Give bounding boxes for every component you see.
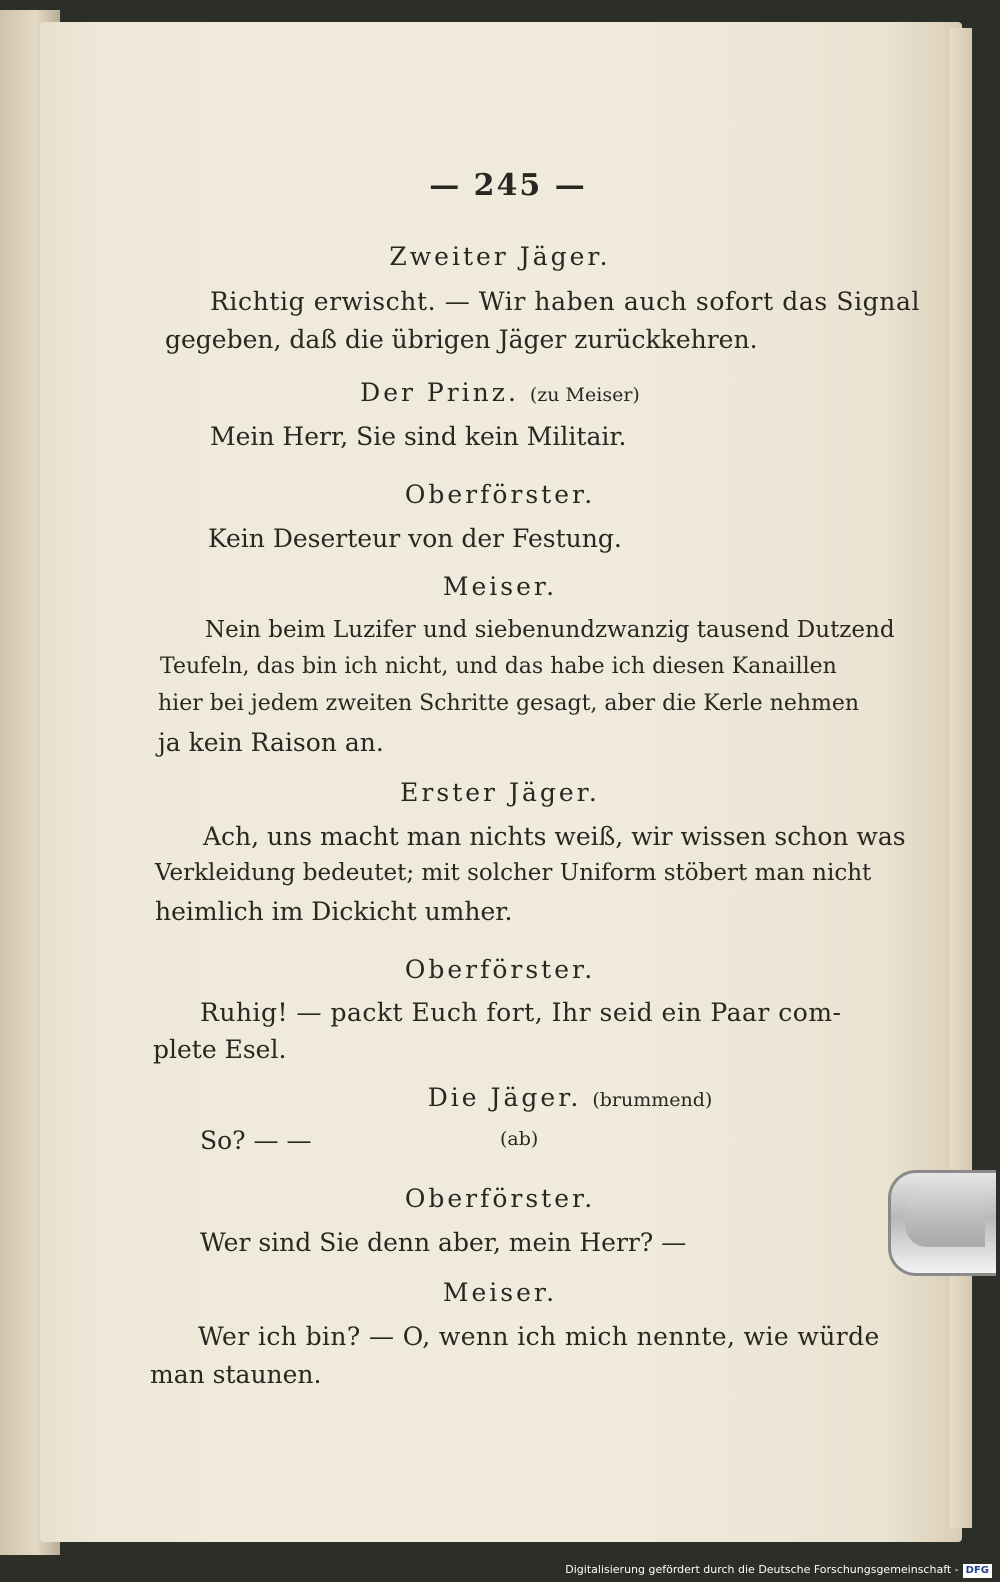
text-line: Verkleidung bedeutet; mit solcher Uniform stöbert man nicht [155,860,872,886]
stage-direction: (brummend) [592,1089,713,1111]
text-line: Ruhig! — packt Euch fort, Ihr seid ein Paar com- [200,998,842,1027]
speaker-name: Oberförster. [404,955,596,984]
speaker-name: Meiser. [442,572,558,601]
text-line: hier bei jedem zweiten Schritte gesagt, aber die Kerle nehmen [158,691,860,716]
credit-text: Digitalisierung gefördert durch die Deutsche Forschungsgemeinschaft - [565,1563,959,1576]
text-line: Wer ich bin? — O, wenn ich mich nennte, wie würde [198,1322,880,1351]
speaker-name: Der Prinz. (zu Meiser) [360,378,640,407]
text-line: Ach, uns macht man nichts weiß, wir wissen schon was [203,822,906,851]
text-line: gegeben, daß die übrigen Jäger zurückkehren. [165,325,758,354]
text-line: So? — — [200,1126,312,1155]
speaker-name: Oberförster. [404,480,596,509]
text-line: heimlich im Dickicht umher. [155,897,513,926]
speaker-name: Oberförster. [404,1184,596,1213]
text-line: Teufeln, das bin ich nicht, und das habe ich diesen Kanaillen [160,654,837,679]
text-line: man staunen. [150,1360,322,1389]
speaker-name: Meiser. [442,1278,558,1307]
text-line: Richtig erwischt. — Wir haben auch sofort das Signal [210,287,921,316]
text-line: Mein Herr, Sie sind kein Militair. [210,422,627,451]
page-clip [888,1170,996,1276]
stage-direction: (zu Meiser) [529,384,640,406]
digitization-credit [565,1560,992,1580]
dfg-logo: DFG [963,1564,992,1578]
text-line: Kein Deserteur von der Festung. [208,524,622,553]
text-line: plete Esel. [153,1035,287,1064]
text-line: Wer sind Sie denn aber, mein Herr? — [200,1228,687,1257]
speaker-name: Erster Jäger. [400,778,600,807]
text-line: Nein beim Luzifer und siebenundzwanzig tausend Dutzend [205,617,895,643]
text-line: ja kein Raison an. [158,728,384,757]
stage-direction: (ab) [500,1128,539,1150]
speaker-name: Zweiter Jäger. [389,242,611,271]
page-number: — 245 — [429,168,587,203]
speaker-name: Die Jäger. (brummend) [427,1083,713,1112]
